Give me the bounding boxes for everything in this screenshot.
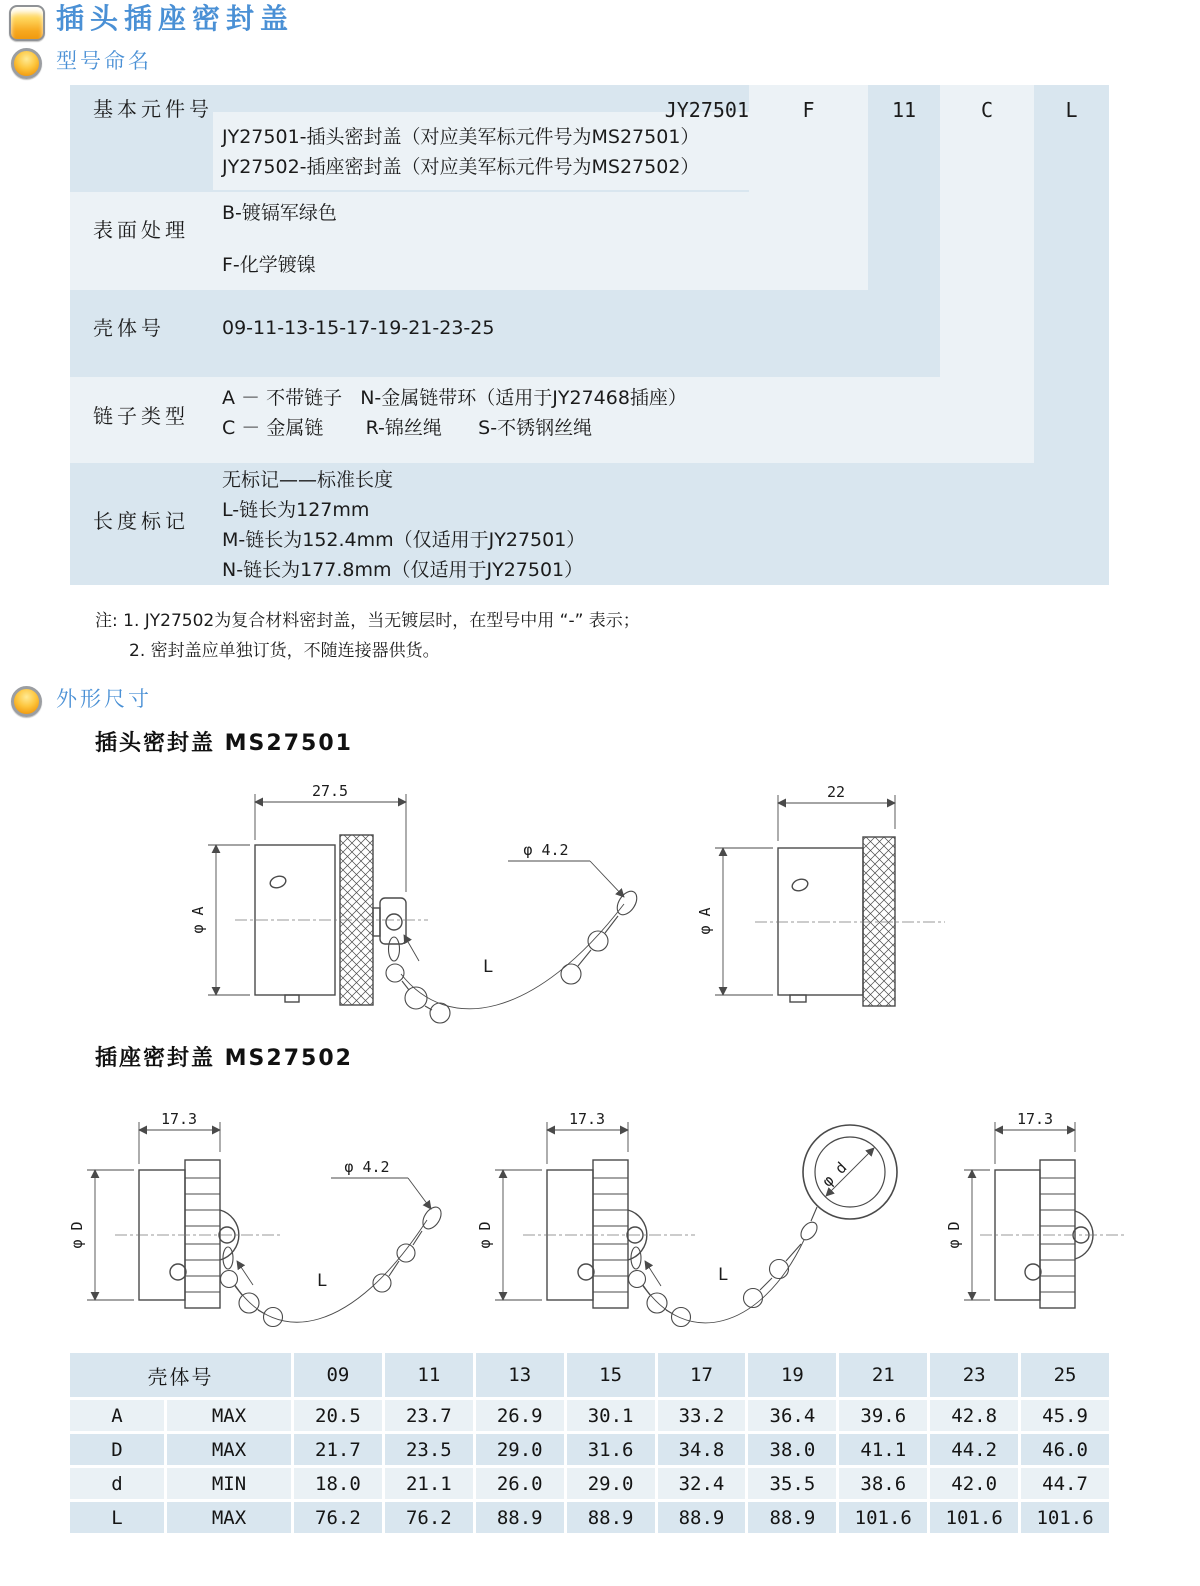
dim-diaD-label: φ D [945, 1221, 963, 1249]
cell: 88.9 [567, 1502, 655, 1533]
ring-dia-label: φ d [818, 1158, 851, 1191]
row-limit: MAX [167, 1434, 291, 1465]
row-limit: MAX [167, 1400, 291, 1431]
dim-diaA-label: φ A [189, 906, 207, 934]
cell: 101.6 [839, 1502, 927, 1533]
model-naming-table [70, 85, 1109, 585]
code-shell: 11 [891, 98, 917, 122]
cell: 42.8 [930, 1400, 1018, 1431]
col-header: 09 [294, 1353, 382, 1397]
row-chain-label: 链子类型 [93, 404, 189, 428]
bullet-circle-icon [11, 686, 42, 717]
note-line1: 注: 1. JY27502为复合材料密封盖，当无镀层时，在型号中用 “-” 表示； [95, 611, 640, 631]
length-line2: L-链长为127mm [222, 499, 370, 521]
part-desc-line1: JY27501-插头密封盖（对应美军标元件号为MS27501） [222, 126, 700, 148]
row-shell-label: 壳体号 [93, 316, 165, 340]
col-header: 19 [748, 1353, 836, 1397]
dimension-27-5 [255, 794, 406, 892]
chain-options-line1: A － 不带链子 N-金属链带环（适用于JY27468插座） [222, 387, 687, 409]
socket-cover-plain-drawing [945, 1088, 1195, 1340]
cell: 36.4 [748, 1400, 836, 1431]
col-header: 23 [930, 1353, 1018, 1397]
plug-cover-heading: 插头密封盖 MS27501 [95, 731, 353, 756]
dimension-dia-A [715, 848, 773, 995]
chain-options-line2: C － 金属链 R-锦丝绳 S-不锈钢丝绳 [222, 417, 593, 439]
length-line3: M-链长为152.4mm（仅适用于JY27501） [222, 529, 586, 551]
socket-cover-ring-drawing [460, 1088, 935, 1340]
surface-option-f: F-化学镀镍 [222, 254, 316, 276]
cell: 23.7 [385, 1400, 473, 1431]
row-name: d [70, 1468, 164, 1499]
cell: 88.9 [476, 1502, 564, 1533]
cell: 33.2 [658, 1400, 746, 1431]
row-limit: MAX [167, 1502, 291, 1533]
plug-cover-chain-drawing [190, 762, 670, 1034]
dim-width-label: 17.3 [1016, 1110, 1054, 1128]
cell: 26.0 [476, 1468, 564, 1499]
section-title-naming: 型号命名 [56, 49, 152, 73]
dim-diaD-label: φ D [476, 1221, 494, 1249]
dim-width-label: 17.3 [160, 1110, 198, 1128]
cell: 32.4 [658, 1468, 746, 1499]
cell: 35.5 [748, 1468, 836, 1499]
chain [221, 1204, 445, 1327]
cell: 101.6 [930, 1502, 1018, 1533]
cell: 21.7 [294, 1434, 382, 1465]
cell: 38.0 [748, 1434, 836, 1465]
cell: 26.9 [476, 1400, 564, 1431]
col-header: 13 [476, 1353, 564, 1397]
page-title: 插头插座密封盖 [56, 2, 295, 35]
code-length: L [1065, 98, 1078, 122]
row-limit: MIN [167, 1468, 291, 1499]
chain-column-bg [940, 85, 1034, 463]
dim-diaA-label: φ A [696, 907, 714, 935]
cell: 76.2 [294, 1502, 382, 1533]
part-desc-line2: JY27502-插座密封盖（对应美军标元件号为MS27502） [222, 156, 700, 178]
col-header-shell: 壳体号 [70, 1353, 291, 1397]
base-part-code: JY27501 [664, 98, 749, 122]
dimension-17-3 [139, 1122, 220, 1164]
hole-dia-label: φ 4.2 [344, 1158, 390, 1176]
note-line2: 2. 密封盖应单独订货，不随连接器供货。 [129, 641, 440, 661]
chain [386, 888, 641, 1023]
hole-leader [331, 1178, 431, 1209]
length-line4: N-链长为177.8mm（仅适用于JY27501） [222, 559, 584, 581]
section-square-icon [9, 5, 45, 41]
bullet-circle-icon [11, 48, 42, 79]
shell-dimension-table [70, 1353, 1109, 1533]
row-length-label: 长度标记 [93, 509, 189, 533]
cell: 38.6 [839, 1468, 927, 1499]
cell: 31.6 [567, 1434, 655, 1465]
socket-cover-chain-drawing [65, 1088, 475, 1340]
chain-length-label: L [483, 957, 494, 977]
row-name: D [70, 1434, 164, 1465]
cell: 46.0 [1021, 1434, 1109, 1465]
dim-width-label: 22 [826, 783, 846, 801]
cell: 39.6 [839, 1400, 927, 1431]
cell: 29.0 [476, 1434, 564, 1465]
socket-cover-heading: 插座密封盖 MS27502 [95, 1046, 353, 1071]
section-title-dimensions: 外形尺寸 [56, 687, 152, 711]
cell: 29.0 [567, 1468, 655, 1499]
chain [629, 1240, 805, 1327]
shell-sizes: 09-11-13-15-17-19-21-23-25 [222, 317, 495, 339]
chain-length-label: L [718, 1265, 729, 1285]
cell: 44.7 [1021, 1468, 1109, 1499]
surface-option-b: B-镀镉军绿色 [222, 202, 337, 224]
dim-width-label: 27.5 [311, 782, 349, 800]
code-chain: C [980, 98, 994, 122]
cell: 18.0 [294, 1468, 382, 1499]
dimension-17-3 [547, 1122, 628, 1164]
col-header: 25 [1021, 1353, 1109, 1397]
col-header: 17 [658, 1353, 746, 1397]
chain-length-label: L [317, 1271, 328, 1291]
cell: 21.1 [385, 1468, 473, 1499]
cell: 20.5 [294, 1400, 382, 1431]
row-name: A [70, 1400, 164, 1431]
row-basic-part-label: 基本元件号 [93, 97, 213, 121]
cell: 88.9 [748, 1502, 836, 1533]
col-header: 15 [567, 1353, 655, 1397]
cell: 44.2 [930, 1434, 1018, 1465]
length-line1: 无标记——标准长度 [222, 469, 394, 491]
row-name: L [70, 1502, 164, 1533]
row-surface-label: 表面处理 [93, 218, 189, 242]
hole-leader [508, 861, 624, 897]
cell: 23.5 [385, 1434, 473, 1465]
hole-dia-label: φ 4.2 [523, 841, 569, 859]
col-header: 11 [385, 1353, 473, 1397]
cell: 34.8 [658, 1434, 746, 1465]
end-ring [798, 1125, 897, 1243]
cap-body [995, 1160, 1093, 1308]
code-surface: F [802, 98, 815, 122]
cell: 101.6 [1021, 1502, 1109, 1533]
dim-width-label: 17.3 [568, 1110, 606, 1128]
cap-body [778, 837, 895, 1006]
cell: 30.1 [567, 1400, 655, 1431]
cell: 88.9 [658, 1502, 746, 1533]
plug-cover-plain-drawing [695, 765, 1005, 1027]
cell: 41.1 [839, 1434, 927, 1465]
col-header: 21 [839, 1353, 927, 1397]
dimension-17-3 [995, 1122, 1075, 1164]
dim-diaD-label: φ D [68, 1221, 86, 1249]
cell: 45.9 [1021, 1400, 1109, 1431]
dimension-22 [778, 795, 895, 841]
cell: 76.2 [385, 1502, 473, 1533]
cell: 42.0 [930, 1468, 1018, 1499]
